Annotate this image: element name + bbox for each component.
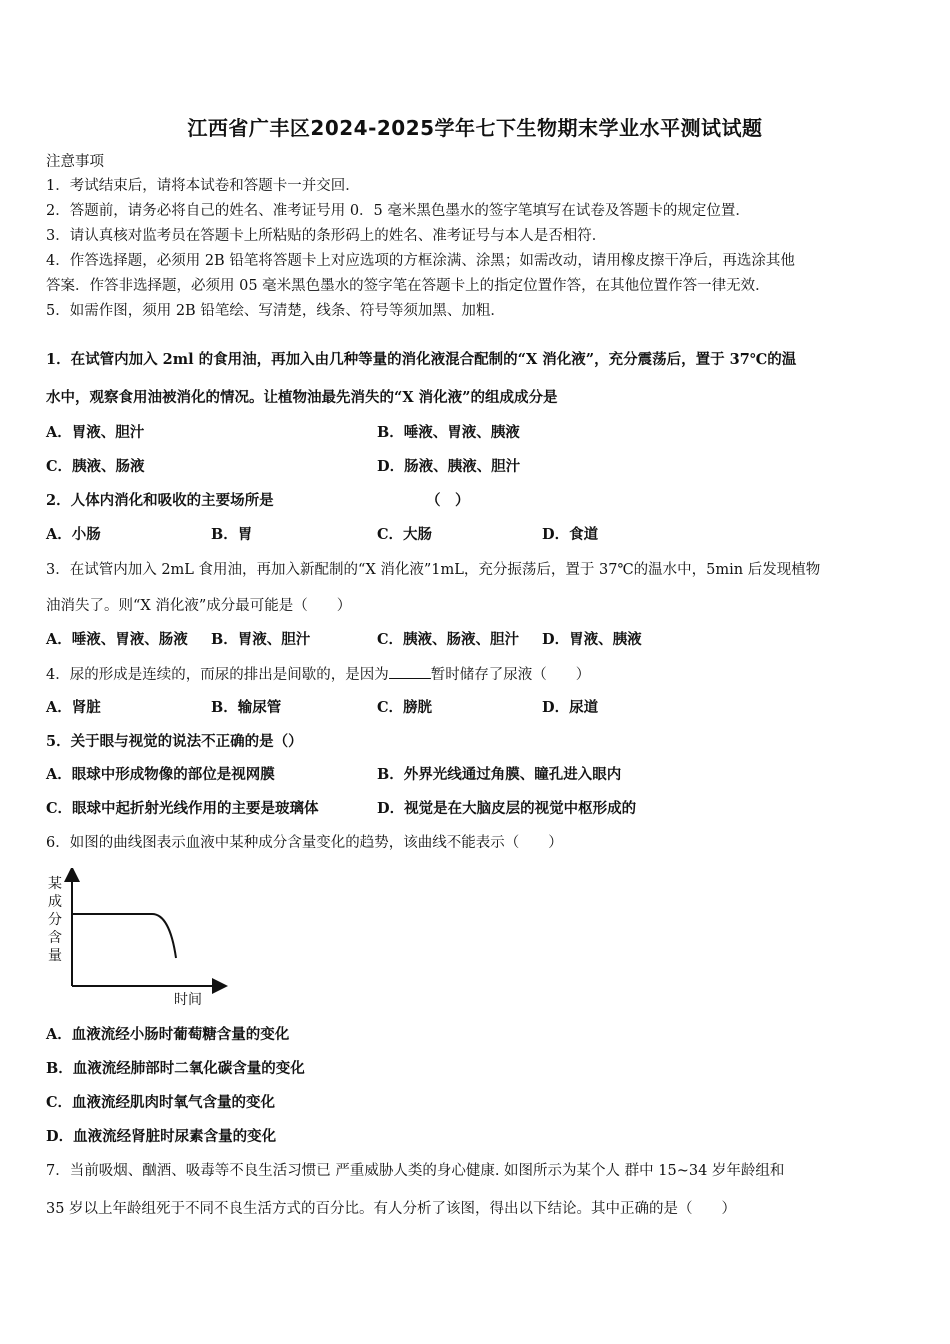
notice-item: 1．考试结束后，请将本试卷和答题卡一并交回． bbox=[46, 178, 360, 194]
x-label: 时间 bbox=[174, 992, 202, 1008]
q2-option-a: A．小肠 bbox=[46, 526, 101, 543]
q4-option-c: C．膀胱 bbox=[377, 699, 433, 716]
q4-stem-post: 暂时储存了尿液（ ） bbox=[430, 667, 591, 683]
q5-option-c: C．眼球中起折射光线作用的主要是玻璃体 bbox=[46, 800, 319, 817]
y-label-char: 含 bbox=[48, 930, 62, 946]
q3-option-c: C．胰液、肠液、胆汁 bbox=[377, 631, 520, 648]
q2-bracket: （ ） bbox=[426, 492, 470, 509]
q4-stem-pre: 4．尿的形成是连续的，而尿的排出是间歇的，是因为 bbox=[46, 667, 389, 683]
q2-option-c: C．大肠 bbox=[377, 526, 433, 543]
q3-stem-line1: 3．在试管内加入 2mL 食用油，再加入新配制的“X 消化液”1mL，充分振荡后，置于 37℃的温水中，5min 后发现植物 bbox=[46, 562, 821, 578]
q1-option-b: B．唾液、胃液、胰液 bbox=[377, 424, 520, 441]
notice-item: 5．如需作图，须用 2B 铅笔绘、写清楚，线条、符号等须加黑、加粗． bbox=[46, 303, 505, 319]
q4-option-a: A．肾脏 bbox=[46, 699, 101, 716]
q6-option-a: A．血液流经小肠时葡萄糖含量的变化 bbox=[46, 1026, 290, 1043]
q5-stem: 5．关于眼与视觉的说法不正确的是（） bbox=[46, 733, 303, 750]
q3-stem-line2: 油消失了。则“X 消化液”成分最可能是（ ） bbox=[46, 598, 352, 614]
q2-option-d: D．食道 bbox=[542, 526, 599, 543]
notice-heading: 注意事项 bbox=[46, 154, 104, 170]
q3-option-a: A．唾液、胃液、肠液 bbox=[46, 631, 188, 648]
page-title: 江西省广丰区2024-2025学年七下生物期末学业水平测试试题 bbox=[187, 116, 763, 140]
y-label-char: 成 bbox=[48, 894, 62, 910]
q1-option-a: A．胃液、胆汁 bbox=[46, 424, 145, 441]
q3-option-d: D．胃液、胰液 bbox=[542, 631, 642, 648]
notice-item: 3．请认真核对监考员在答题卡上所粘贴的条形码上的姓名、准考证号与本人是否相符． bbox=[46, 228, 607, 244]
y-label-char: 分 bbox=[48, 912, 62, 928]
q6-option-d: D．血液流经肾脏时尿素含量的变化 bbox=[46, 1128, 277, 1145]
data-curve bbox=[72, 914, 176, 958]
q4-stem bbox=[46, 664, 590, 685]
notice-item: 答案．作答非选择题，必须用 05 毫米黑色墨水的签字笔在答题卡上的指定位置作答，在其他位置作答一律无效． bbox=[46, 278, 770, 294]
q1-option-d: D．肠液、胰液、胆汁 bbox=[377, 458, 521, 475]
q5-option-a: A．眼球中形成物像的部位是视网膜 bbox=[46, 766, 275, 783]
q1-stem-line2: 水中，观察食用油被消化的情况。让植物油最先消失的“X 消化液”的组成成分是 bbox=[46, 389, 558, 406]
q6-option-c: C．血液流经肌肉时氧气含量的变化 bbox=[46, 1094, 276, 1111]
notice-item: 4．作答选择题，必须用 2B 铅笔将答题卡上对应选项的方框涂满、涂黑；如需改动，请用橡皮擦干净后，再选涂其他 bbox=[46, 253, 795, 269]
notice-item: 2．答题前，请务必将自己的姓名、准考证号用 0．5 毫米黑色墨水的签字笔填写在试卷及答题卡的规定位置． bbox=[46, 203, 750, 219]
q6-curve-chart bbox=[40, 868, 230, 1008]
q2-option-b: B．胃 bbox=[211, 526, 253, 543]
q1-stem-line1: 1．在试管内加入 2ml 的食用油，再加入由几种等量的消化液混合配制的“X 消化液”，充分震荡后，置于 37℃的温 bbox=[46, 351, 797, 368]
q5-option-b: B．外界光线通过角膜、瞳孔进入眼内 bbox=[377, 766, 622, 783]
y-label-char: 量 bbox=[48, 948, 62, 964]
q4-blank bbox=[389, 664, 431, 679]
q6-stem: 6．如图的曲线图表示血液中某种成分含量变化的趋势，该曲线不能表示（ ） bbox=[46, 835, 563, 851]
q1-option-c: C．胰液、肠液 bbox=[46, 458, 145, 475]
q5-option-d: D．视觉是在大脑皮层的视觉中枢形成的 bbox=[377, 800, 637, 817]
q3-option-b: B．胃液、胆汁 bbox=[211, 631, 311, 648]
q4-option-b: B．输尿管 bbox=[211, 699, 282, 716]
q2-stem: 2．人体内消化和吸收的主要场所是 bbox=[46, 492, 274, 509]
q4-option-d: D．尿道 bbox=[542, 699, 599, 716]
y-label-char: 某 bbox=[48, 876, 62, 892]
q6-option-b: B．血液流经肺部时二氧化碳含量的变化 bbox=[46, 1060, 305, 1077]
q7-stem-line2: 35 岁以上年龄组死于不同不良生活方式的百分比。有人分析了该图，得出以下结论。其中正确的是（ ） bbox=[46, 1201, 737, 1217]
q7-stem-line1: 7．当前吸烟、酗酒、吸毒等不良生活习惯已 严重威胁人类的身心健康. 如图所示为某个人 群中 15~34 岁年龄组和 bbox=[46, 1163, 785, 1179]
